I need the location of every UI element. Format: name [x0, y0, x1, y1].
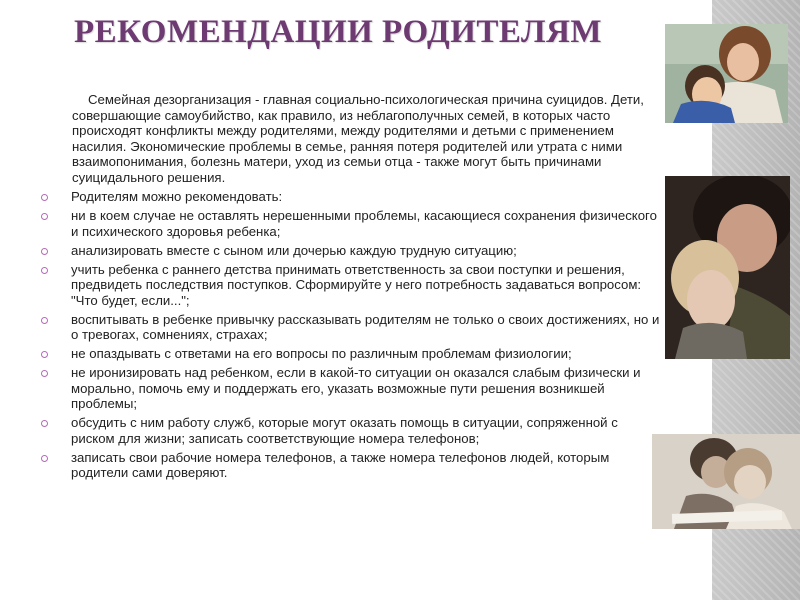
mother-and-daughter-reading-photo: [652, 434, 800, 529]
bullet-circle-icon: [41, 420, 48, 427]
list-item-text: обсудить с ним работу служб, которые могут оказать помощь в ситуации, сопряженной с риском для жизни; записать соответствующие номера телефонов;: [71, 415, 618, 446]
bullet-circle-icon: [41, 194, 48, 201]
list-item-text: Родителям можно рекомендовать:: [71, 189, 283, 204]
intro-paragraph: Семейная дезорганизация - главная социально-психологическая причина суицидов. Дети, совершающие самоубийство, как правило, из неблагополучных семей, в которых часто происходят конфликты между родителями, между родителями и детьми с применением насилия. Экономические проблемы в семье, ранняя потеря родителей или утрата с ними взаимопонимания, болезнь матери, уход из семьи отца - также могут быть причинами суицидального решения.: [72, 92, 644, 185]
mother-hugging-child-photo: [665, 24, 788, 123]
mother-and-son-photo: [665, 176, 790, 359]
bullet-circle-icon: [41, 351, 48, 358]
list-item: [40, 208, 665, 239]
list-item: [40, 346, 665, 362]
list-item: [40, 262, 665, 309]
list-item: [40, 312, 665, 343]
list-item: [40, 243, 665, 259]
list-item: [40, 415, 665, 446]
list-item-text: не иронизировать над ребенком, если в какой-то ситуации он оказался слабым физически и морально, помочь ему и поддержать его, указать возможные пути решения возникшей проблемы;: [71, 365, 641, 411]
bullet-circle-icon: [41, 213, 48, 220]
bullet-circle-icon: [41, 267, 48, 274]
list-item-text: учить ребенка с раннего детства принимать ответственность за свои поступки и решения, предвидеть последствия поступков. Сформируйте у него потребность задаваться вопросом: "Что будет, если...";: [71, 261, 642, 308]
bullet-circle-icon: [41, 455, 48, 462]
slide-title: РЕКОМЕНДАЦИИ РОДИТЕЛЯМ: [74, 14, 603, 50]
list-item: [40, 365, 665, 412]
slide-content: [40, 92, 665, 484]
list-item-text: не опаздывать с ответами на его вопросы по различным проблемам физиологии;: [71, 346, 572, 361]
list-item-text: записать свои рабочие номера телефонов, а также номера телефонов людей, которым родители сами доверяют.: [71, 449, 610, 480]
list-item-text: воспитывать в ребенке привычку рассказывать родителям не только о своих достижениях, но и о тревогах, сомнениях, страхах;: [71, 311, 660, 342]
recommendations-list: [40, 189, 665, 481]
bullet-circle-icon: [41, 248, 48, 255]
bullet-circle-icon: [41, 370, 48, 377]
list-item: [40, 450, 665, 481]
bullet-circle-icon: [41, 317, 48, 324]
list-item-text: ни в коем случае не оставлять нерешенными проблемы, касающиеся сохранения физического и психического здоровья ребенка;: [71, 208, 657, 239]
list-item-text: анализировать вместе с сыном или дочерью каждую трудную ситуацию;: [71, 242, 517, 258]
list-item: [40, 189, 665, 205]
